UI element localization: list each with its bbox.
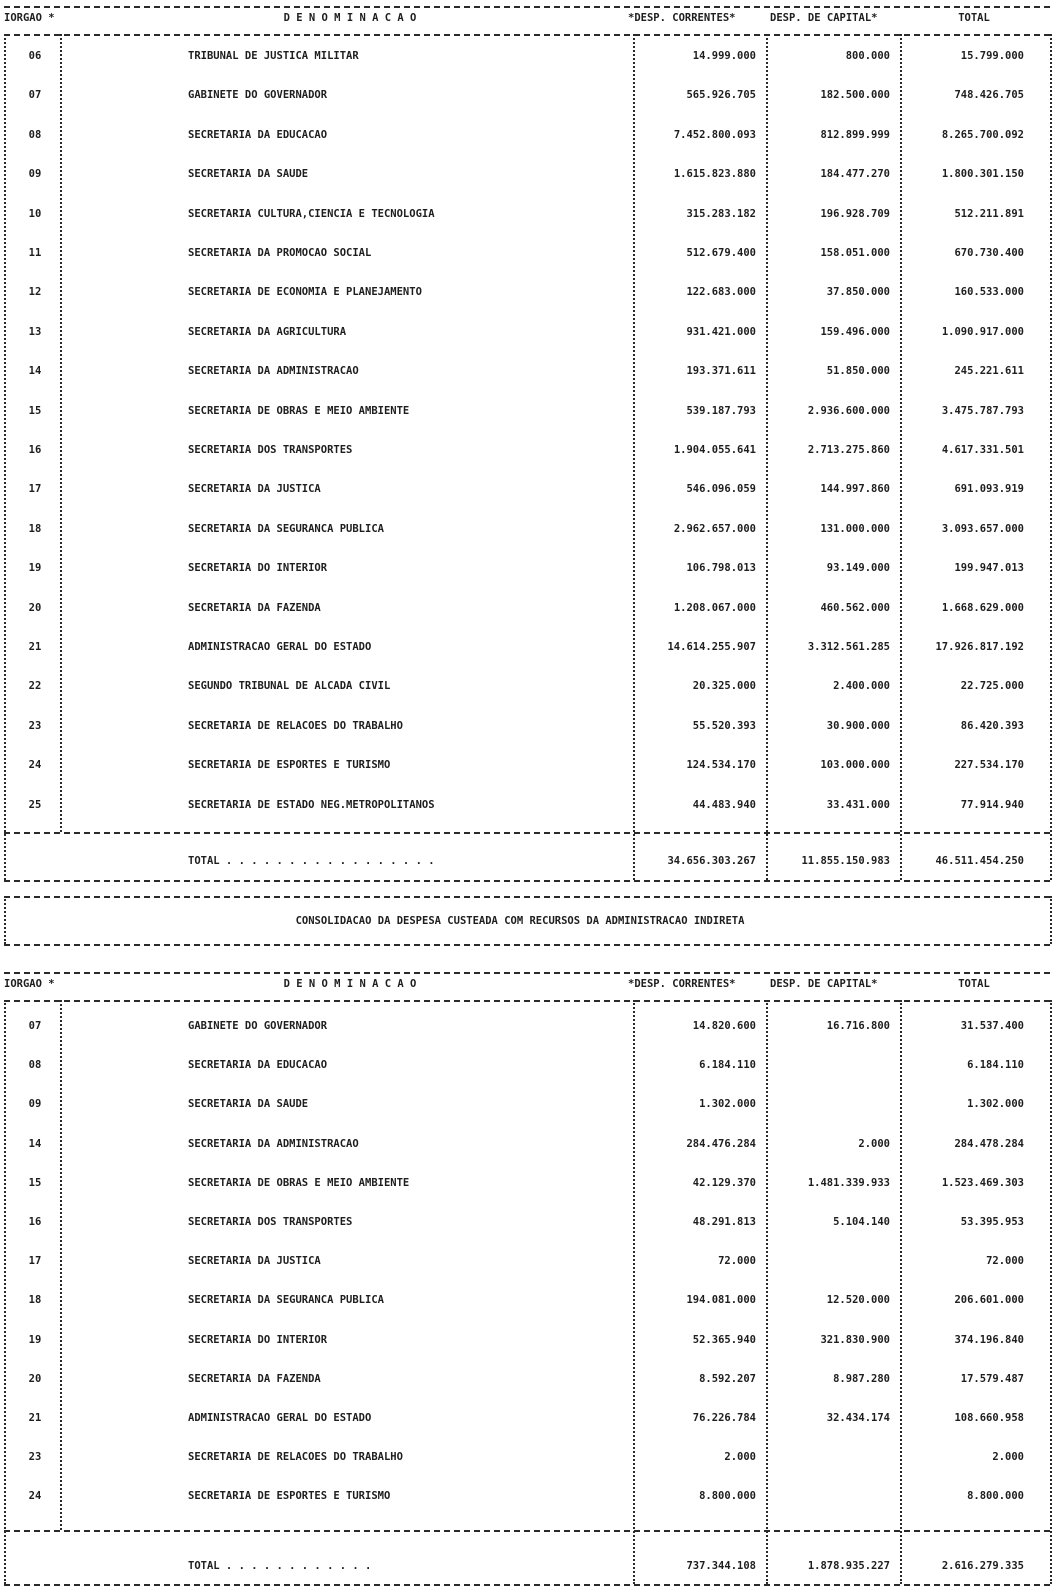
row-denominacao: SECRETARIA DE ECONOMIA E PLANEJAMENTO [188, 286, 422, 299]
table1-header-rule [4, 34, 1050, 36]
row-desp-capital: 16.716.800 [826, 1020, 890, 1032]
row-desp-capital: 196.928.709 [820, 207, 890, 220]
row-total: 8.265.700.092 [941, 128, 1024, 141]
consolidation-right-border [1050, 896, 1052, 944]
row-desp-correntes: 8.592.207 [699, 1372, 756, 1385]
row-desp-correntes: 52.365.940 [692, 1333, 756, 1346]
table2-header-total: TOTAL [958, 978, 990, 990]
row-total: 15.799.000 [960, 50, 1024, 62]
row-code: 18 [28, 522, 42, 535]
row-code: 08 [28, 128, 42, 141]
row-desp-correntes: 55.520.393 [692, 719, 756, 732]
row-denominacao: SECRETARIA CULTURA,CIENCIA E TECNOLOGIA [188, 207, 435, 220]
row-total: 108.660.958 [954, 1412, 1024, 1424]
row-desp-correntes: 20.325.000 [692, 680, 756, 693]
row-total: 160.533.000 [954, 286, 1024, 299]
row-denominacao: SECRETARIA DA SEGURANCA PUBLICA [188, 522, 384, 535]
table1-header-orgao: IORGAO * [4, 12, 55, 24]
table2-total-correntes: 737.344.108 [686, 1560, 756, 1572]
table1-total-capital: 11.855.150.983 [801, 855, 890, 867]
row-denominacao: ADMINISTRACAO GERAL DO ESTADO [188, 1412, 372, 1424]
row-desp-correntes: 284.476.284 [686, 1137, 756, 1150]
table2-total-value: 2.616.279.335 [941, 1560, 1024, 1572]
row-desp-capital: 2.936.600.000 [807, 404, 890, 417]
row-desp-correntes: 48.291.813 [692, 1216, 756, 1228]
row-total: 374.196.840 [954, 1333, 1024, 1346]
table1-orgao-divider [60, 34, 62, 832]
row-total: 1.302.000 [967, 1098, 1024, 1111]
row-desp-capital: 184.477.270 [820, 168, 890, 181]
row-code: 17 [28, 483, 42, 496]
row-desp-correntes: 1.302.000 [699, 1098, 756, 1111]
row-desp-capital: 8.987.280 [833, 1372, 890, 1385]
table2-bottom-rule [4, 1584, 1050, 1586]
row-code: 17 [28, 1255, 42, 1268]
table1-left-border [4, 34, 6, 880]
row-denominacao: ADMINISTRACAO GERAL DO ESTADO [188, 641, 372, 653]
row-code: 25 [28, 798, 42, 811]
row-desp-capital: 51.850.000 [826, 365, 890, 378]
row-desp-capital: 131.000.000 [820, 522, 890, 535]
table2-orgao-divider [60, 1000, 62, 1530]
row-total: 72.000 [986, 1255, 1024, 1268]
row-desp-capital: 158.051.000 [820, 247, 890, 259]
row-total: 31.537.400 [960, 1020, 1024, 1032]
row-total: 2.000 [992, 1451, 1024, 1464]
row-desp-correntes: 1.208.067.000 [673, 601, 756, 614]
row-total: 4.617.331.501 [941, 444, 1024, 456]
row-code: 19 [28, 1333, 42, 1346]
row-desp-capital: 103.000.000 [820, 759, 890, 772]
table1-header-capital: DESP. DE CAPITAL* [770, 12, 878, 24]
table2-top-rule [4, 972, 1050, 974]
row-denominacao: SECRETARIA DA JUSTICA [188, 483, 321, 496]
row-total: 1.090.917.000 [941, 325, 1024, 338]
row-desp-capital: 3.312.561.285 [807, 641, 890, 653]
row-denominacao: SECRETARIA DOS TRANSPORTES [188, 444, 353, 456]
row-desp-capital: 2.000 [858, 1137, 890, 1150]
table1-total-correntes: 34.656.303.267 [667, 855, 756, 867]
row-total: 1.800.301.150 [941, 168, 1024, 181]
row-code: 08 [28, 1059, 42, 1072]
row-code: 06 [28, 50, 42, 62]
row-code: 20 [28, 1372, 42, 1385]
row-denominacao: SECRETARIA DOS TRANSPORTES [188, 1216, 353, 1228]
row-desp-capital: 812.899.999 [820, 128, 890, 141]
table2-header-correntes: *DESP. CORRENTES* [628, 978, 736, 990]
row-denominacao: SECRETARIA DA JUSTICA [188, 1255, 321, 1268]
row-total: 227.534.170 [954, 759, 1024, 772]
row-code: 07 [28, 1020, 42, 1032]
row-code: 13 [28, 325, 42, 338]
row-total: 206.601.000 [954, 1294, 1024, 1307]
row-denominacao: SECRETARIA DA SAUDE [188, 168, 309, 181]
row-denominacao: SECRETARIA DE ESPORTES E TURISMO [188, 759, 391, 772]
row-desp-correntes: 72.000 [718, 1255, 756, 1268]
table1-header-correntes: *DESP. CORRENTES* [628, 12, 736, 24]
consolidation-top-rule [4, 896, 1050, 898]
row-denominacao: SECRETARIA DA EDUCACAO [188, 128, 328, 141]
row-denominacao: SECRETARIA DO INTERIOR [188, 562, 328, 575]
row-desp-correntes: 14.614.255.907 [667, 641, 756, 653]
row-code: 23 [28, 1451, 42, 1464]
row-desp-correntes: 512.679.400 [686, 247, 756, 259]
row-total: 3.093.657.000 [941, 522, 1024, 535]
row-code: 24 [28, 1490, 42, 1503]
row-desp-capital: 93.149.000 [826, 562, 890, 575]
row-denominacao: SEGUNDO TRIBUNAL DE ALCADA CIVIL [188, 680, 391, 693]
row-code: 12 [28, 286, 42, 299]
table1-capital-divider [766, 34, 768, 880]
row-denominacao: SECRETARIA DE ESTADO NEG.METROPOLITANOS [188, 798, 435, 811]
table2-total-capital: 1.878.935.227 [807, 1560, 890, 1572]
row-desp-capital: 460.562.000 [820, 601, 890, 614]
row-desp-correntes: 124.534.170 [686, 759, 756, 772]
row-desp-correntes: 122.683.000 [686, 286, 756, 299]
row-desp-capital: 37.850.000 [826, 286, 890, 299]
row-total: 1.523.469.303 [941, 1176, 1024, 1189]
row-code: 11 [28, 247, 42, 259]
table1-top-rule [4, 6, 1050, 8]
row-code: 19 [28, 562, 42, 575]
table2-header-denominacao: D E N O M I N A C A O [283, 978, 417, 990]
table2-correntes-divider [633, 1000, 635, 1584]
row-denominacao: GABINETE DO GOVERNADOR [188, 1020, 328, 1032]
row-desp-correntes: 106.798.013 [686, 562, 756, 575]
row-desp-capital: 30.900.000 [826, 719, 890, 732]
row-desp-correntes: 1.615.823.880 [673, 168, 756, 181]
row-denominacao: SECRETARIA DA ADMINISTRACAO [188, 365, 359, 378]
row-total: 284.478.284 [954, 1137, 1024, 1150]
table2-total-top-rule [4, 1530, 1050, 1532]
row-denominacao: SECRETARIA DA EDUCACAO [188, 1059, 328, 1072]
consolidation-left-border [4, 896, 6, 944]
table1-total-top-rule [4, 832, 1050, 834]
table2-left-border [4, 1000, 6, 1584]
row-code: 23 [28, 719, 42, 732]
table2-header-rule [4, 1000, 1050, 1002]
row-code: 16 [28, 444, 42, 456]
table1-bottom-rule [4, 880, 1050, 882]
row-code: 16 [28, 1216, 42, 1228]
row-total: 17.579.487 [960, 1372, 1024, 1385]
row-denominacao: SECRETARIA DE OBRAS E MEIO AMBIENTE [188, 404, 410, 417]
row-denominacao: TRIBUNAL DE JUSTICA MILITAR [188, 50, 359, 62]
table2-header-orgao: IORGAO * [4, 978, 55, 990]
row-code: 09 [28, 1098, 42, 1111]
row-total: 1.668.629.000 [941, 601, 1024, 614]
row-denominacao: SECRETARIA DE RELACOES DO TRABALHO [188, 719, 403, 732]
row-desp-capital: 2.400.000 [833, 680, 890, 693]
row-total: 691.093.919 [954, 483, 1024, 496]
row-desp-correntes: 14.820.600 [692, 1020, 756, 1032]
row-code: 14 [28, 1137, 42, 1150]
row-desp-capital: 321.830.900 [820, 1333, 890, 1346]
row-denominacao: SECRETARIA DE ESPORTES E TURISMO [188, 1490, 391, 1503]
row-code: 21 [28, 641, 42, 653]
row-desp-capital: 2.713.275.860 [807, 444, 890, 456]
row-desp-correntes: 315.283.182 [686, 207, 756, 220]
row-denominacao: SECRETARIA DA FAZENDA [188, 1372, 321, 1385]
row-desp-correntes: 44.483.940 [692, 798, 756, 811]
row-total: 670.730.400 [954, 247, 1024, 259]
table2-total-label: TOTAL . . . . . . . . . . . . [188, 1560, 372, 1572]
row-desp-correntes: 194.081.000 [686, 1294, 756, 1307]
row-desp-capital: 800.000 [845, 50, 890, 62]
row-denominacao: GABINETE DO GOVERNADOR [188, 89, 328, 102]
row-denominacao: SECRETARIA DE OBRAS E MEIO AMBIENTE [188, 1176, 410, 1189]
row-denominacao: SECRETARIA DA AGRICULTURA [188, 325, 347, 338]
row-desp-capital: 159.496.000 [820, 325, 890, 338]
row-code: 10 [28, 207, 42, 220]
row-code: 14 [28, 365, 42, 378]
row-code: 21 [28, 1412, 42, 1424]
table1-correntes-divider [633, 34, 635, 880]
row-desp-correntes: 546.096.059 [686, 483, 756, 496]
row-desp-capital: 12.520.000 [826, 1294, 890, 1307]
row-desp-correntes: 76.226.784 [692, 1412, 756, 1424]
row-denominacao: SECRETARIA DA PROMOCAO SOCIAL [188, 247, 372, 259]
table1-total-label: TOTAL . . . . . . . . . . . . . . . . . [188, 855, 435, 867]
table1-header-total: TOTAL [958, 12, 990, 24]
table1-header-denominacao: D E N O M I N A C A O [283, 12, 417, 24]
row-desp-correntes: 7.452.800.093 [673, 128, 756, 141]
table2-header-capital: DESP. DE CAPITAL* [770, 978, 878, 990]
row-desp-correntes: 2.000 [724, 1451, 756, 1464]
row-total: 53.395.953 [960, 1216, 1024, 1228]
row-code: 09 [28, 168, 42, 181]
row-denominacao: SECRETARIA DA SAUDE [188, 1098, 309, 1111]
row-code: 24 [28, 759, 42, 772]
row-desp-correntes: 14.999.000 [692, 50, 756, 62]
consolidation-bottom-rule [4, 944, 1050, 946]
row-total: 17.926.817.192 [935, 641, 1024, 653]
row-desp-capital: 144.997.860 [820, 483, 890, 496]
row-total: 86.420.393 [960, 719, 1024, 732]
row-desp-correntes: 193.371.611 [686, 365, 756, 378]
table1-right-border [1050, 34, 1052, 880]
row-code: 15 [28, 1176, 42, 1189]
row-code: 18 [28, 1294, 42, 1307]
row-total: 245.221.611 [954, 365, 1024, 378]
row-denominacao: SECRETARIA DA ADMINISTRACAO [188, 1137, 359, 1150]
row-desp-correntes: 1.904.055.641 [673, 444, 756, 456]
row-denominacao: SECRETARIA DA SEGURANCA PUBLICA [188, 1294, 384, 1307]
row-code: 07 [28, 89, 42, 102]
row-total: 6.184.110 [967, 1059, 1024, 1072]
table1-total-divider [900, 34, 902, 880]
row-code: 20 [28, 601, 42, 614]
row-desp-correntes: 42.129.370 [692, 1176, 756, 1189]
table2-capital-divider [766, 1000, 768, 1584]
row-desp-correntes: 6.184.110 [699, 1059, 756, 1072]
row-desp-correntes: 931.421.000 [686, 325, 756, 338]
row-desp-capital: 33.431.000 [826, 798, 890, 811]
row-total: 22.725.000 [960, 680, 1024, 693]
row-desp-capital: 5.104.140 [833, 1216, 890, 1228]
row-desp-correntes: 8.800.000 [699, 1490, 756, 1503]
row-denominacao: SECRETARIA DE RELACOES DO TRABALHO [188, 1451, 403, 1464]
consolidation-title: CONSOLIDACAO DA DESPESA CUSTEADA COM RECURSOS DA ADMINISTRACAO INDIRETA [295, 915, 745, 927]
row-denominacao: SECRETARIA DO INTERIOR [188, 1333, 328, 1346]
row-total: 512.211.891 [954, 207, 1024, 220]
row-total: 77.914.940 [960, 798, 1024, 811]
row-desp-capital: 32.434.174 [826, 1412, 890, 1424]
row-total: 748.426.705 [954, 89, 1024, 102]
row-desp-capital: 1.481.339.933 [807, 1176, 890, 1189]
row-total: 3.475.787.793 [941, 404, 1024, 417]
table2-right-border [1050, 1000, 1052, 1584]
row-desp-correntes: 565.926.705 [686, 89, 756, 102]
row-desp-capital: 182.500.000 [820, 89, 890, 102]
row-code: 15 [28, 404, 42, 417]
row-total: 199.947.013 [954, 562, 1024, 575]
row-denominacao: SECRETARIA DA FAZENDA [188, 601, 321, 614]
table1-total-value: 46.511.454.250 [935, 855, 1024, 867]
row-total: 8.800.000 [967, 1490, 1024, 1503]
row-desp-correntes: 2.962.657.000 [673, 522, 756, 535]
row-desp-correntes: 539.187.793 [686, 404, 756, 417]
row-code: 22 [28, 680, 42, 693]
